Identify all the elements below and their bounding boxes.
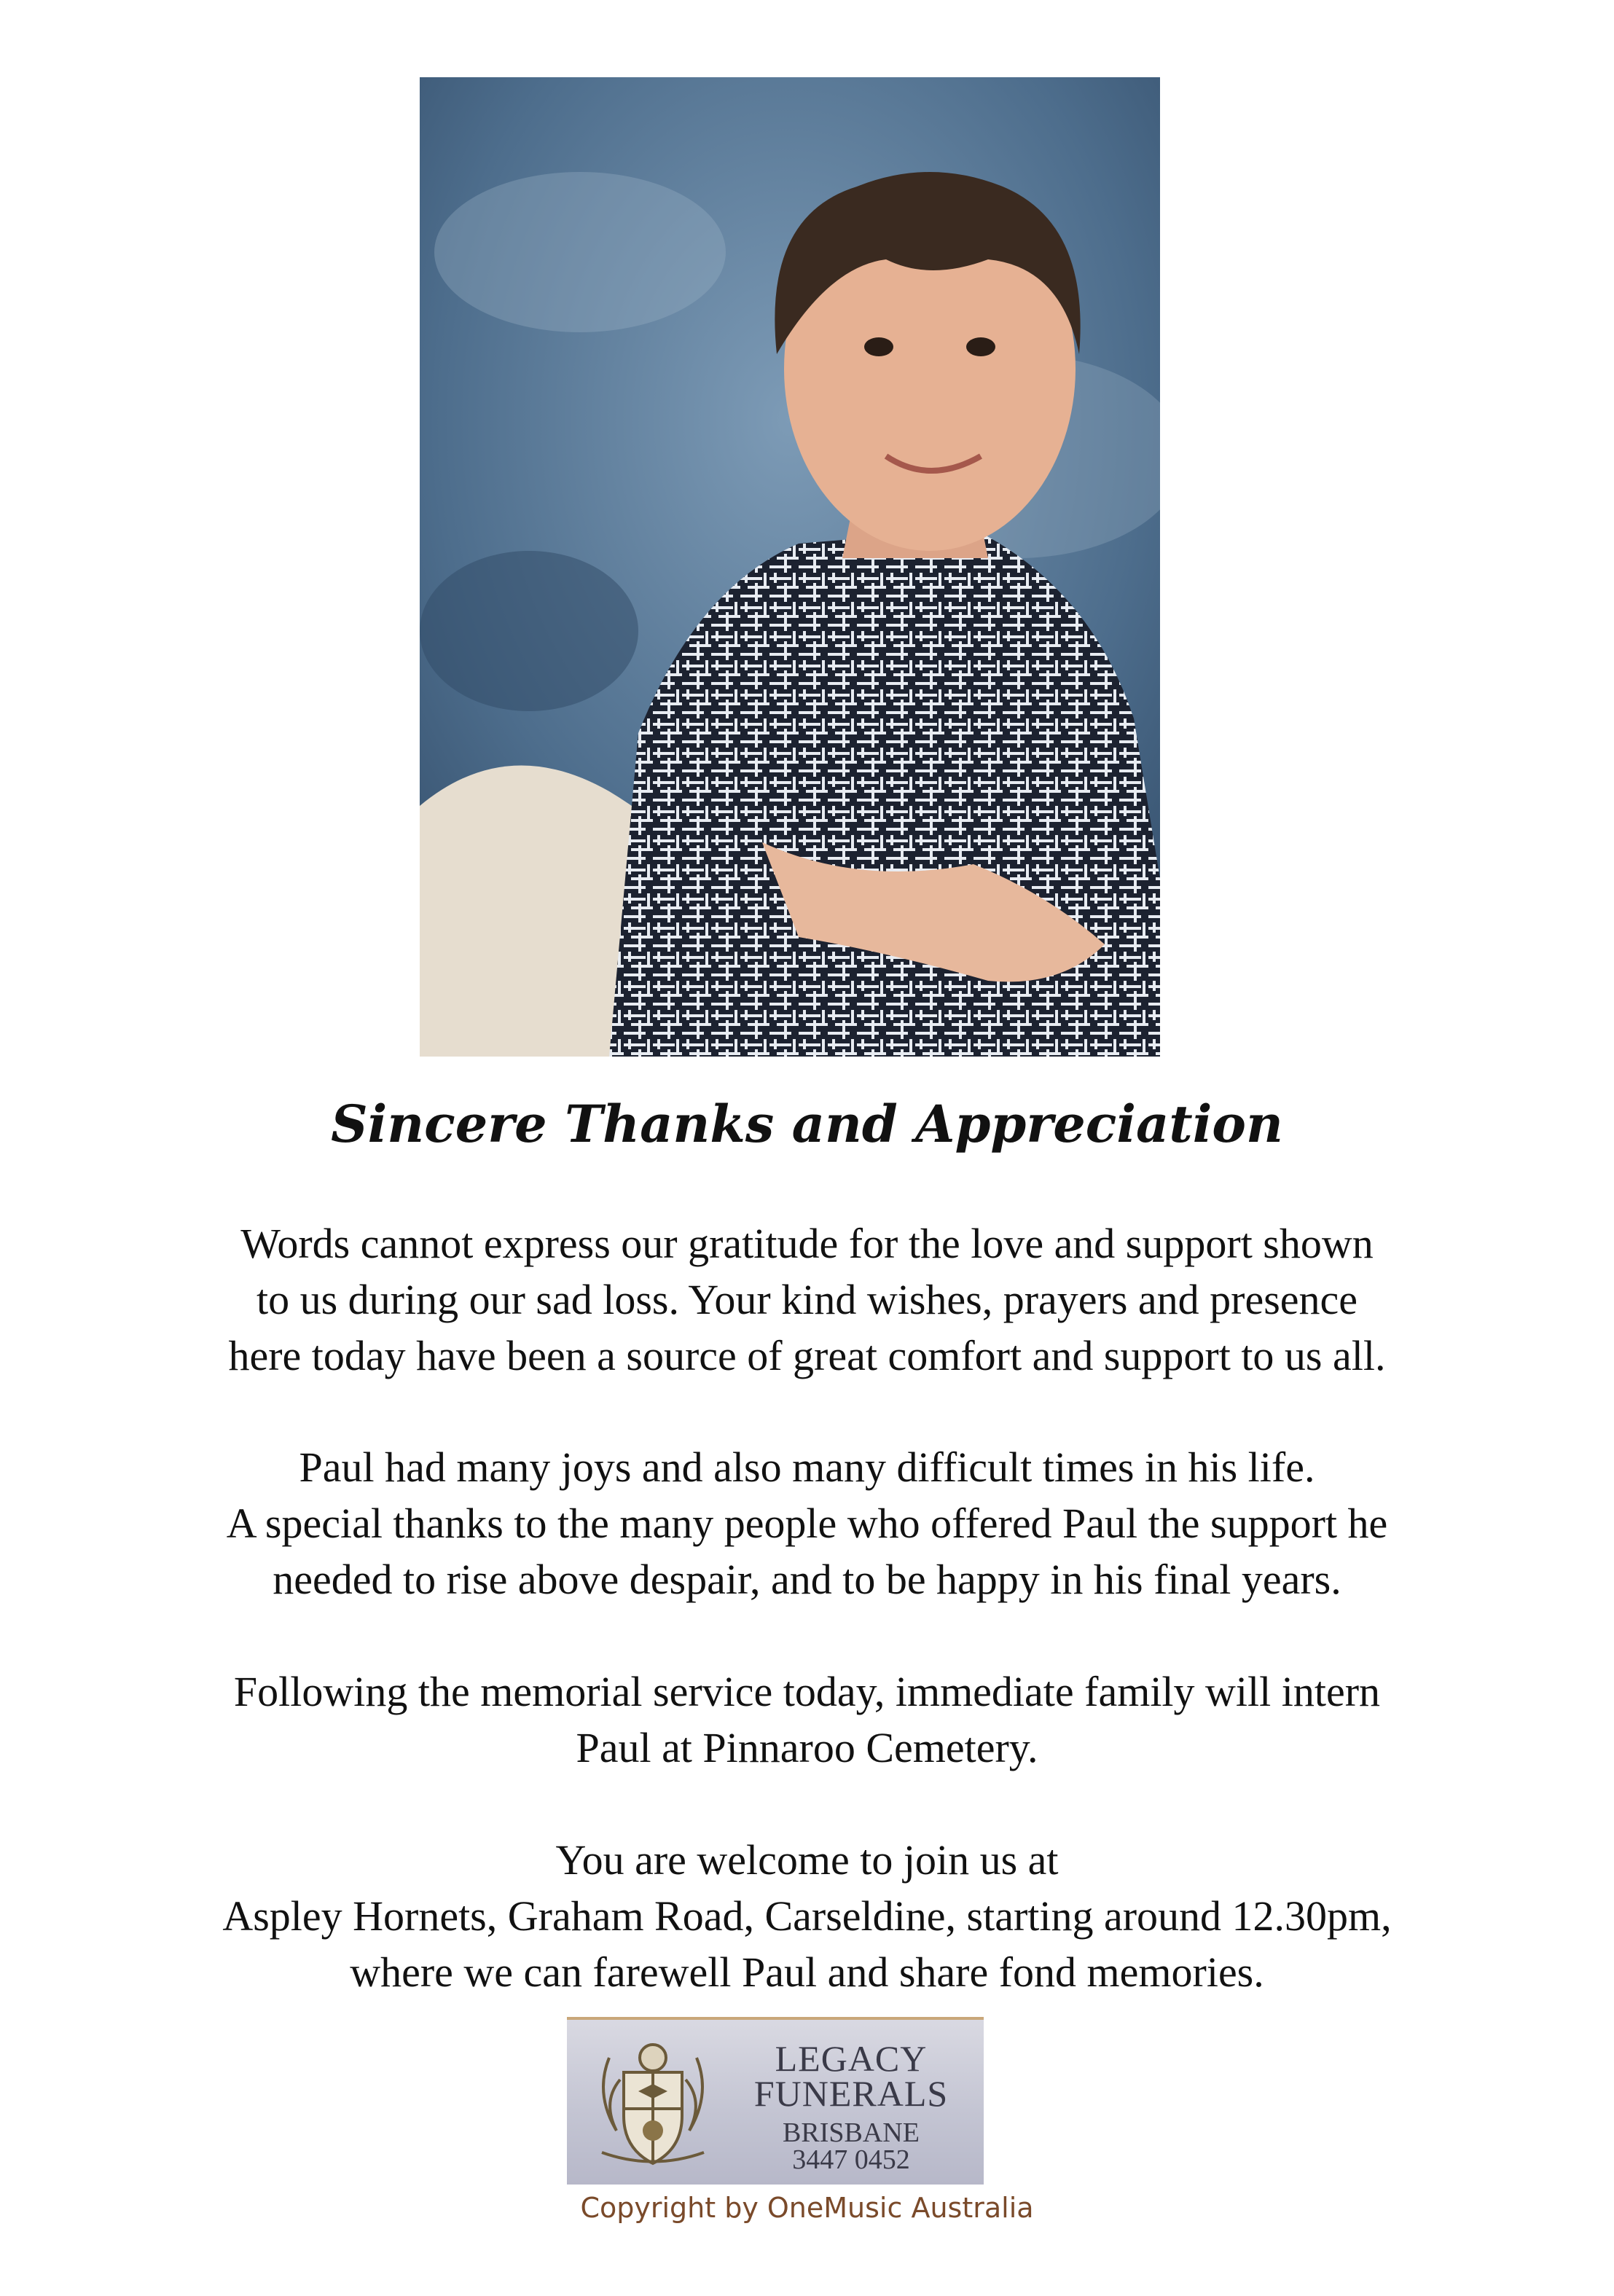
special-thanks-paragraph — [58, 1439, 1556, 1607]
paragraph-line: Words cannot express our gratitude for the love and support shown — [240, 1220, 1374, 1267]
paragraph-line: to us during our sad loss. Your kind wishes, prayers and presence — [256, 1276, 1358, 1323]
logo-line-funerals: FUNERALS — [753, 2073, 949, 2114]
paragraph-line: Paul at Pinnaroo Cemetery. — [576, 1724, 1038, 1771]
logo-line-city: BRISBANE — [783, 2117, 920, 2148]
gratitude-paragraph — [58, 1215, 1556, 1384]
logo-line-legacy: LEGACY — [775, 2038, 928, 2079]
paragraph-line: where we can farewell Paul and share fond memories. — [350, 1948, 1264, 1996]
paragraph-line: needed to rise above despair, and to be happy in his final years. — [273, 1556, 1341, 1603]
paragraph-line: Aspley Hornets, Graham Road, Carseldine, starting around 12.30pm, — [222, 1892, 1392, 1940]
paragraph-line: Paul had many joys and also many difficult times in his life. — [299, 1443, 1315, 1491]
paragraph-line: here today have been a source of great comfort and support to us all. — [228, 1332, 1386, 1379]
paragraph-line: You are welcome to join us at — [555, 1836, 1059, 1884]
logo-phone: 3447 0452 — [792, 2144, 910, 2175]
page-title: Sincere Thanks and Appreciation — [331, 1094, 1283, 1154]
interment-paragraph — [58, 1664, 1556, 1776]
legacy-funerals-logo — [567, 2017, 984, 2185]
copyright-notice: Copyright by OneMusic Australia — [580, 2192, 1034, 2224]
paragraph-line: Following the memorial service today, immediate family will intern — [233, 1668, 1381, 1715]
invitation-paragraph — [58, 1832, 1556, 2000]
crest-icon — [587, 2029, 718, 2174]
paragraph-line: A special thanks to the many people who offered Paul the support he — [226, 1500, 1388, 1547]
portrait-photo — [420, 77, 1160, 1057]
